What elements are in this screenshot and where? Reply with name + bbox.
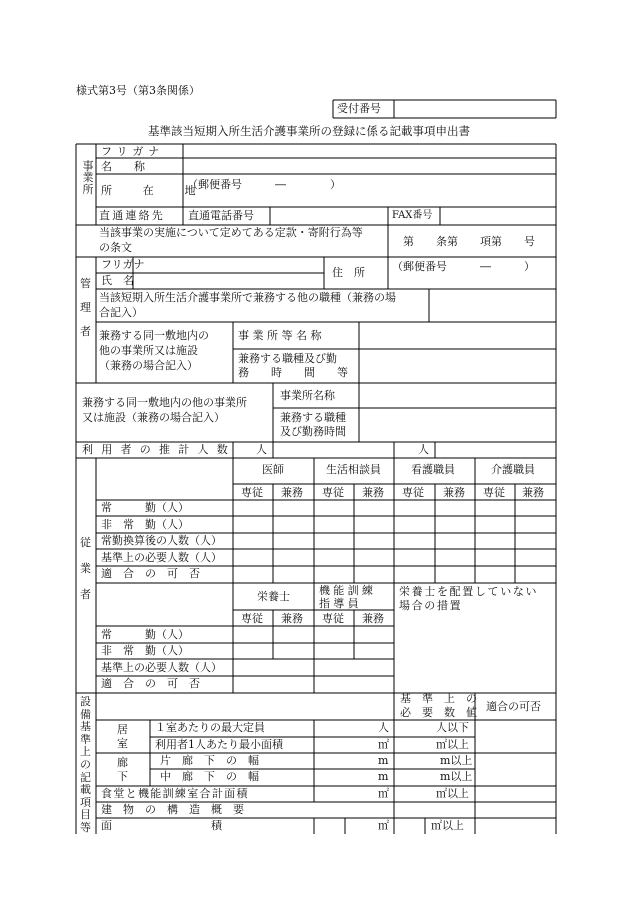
role-life-counselor: 生活相談員 — [326, 463, 381, 476]
corridor-middle-width-label: 中 廊 下 の 幅 — [160, 770, 259, 783]
staff-row-required: 基準上の必要人数（人） — [101, 551, 222, 564]
office-furigana-label: フリガナ — [101, 145, 165, 158]
manager-site-text-line2: 他の事業所又は施設 — [99, 344, 198, 357]
manager-other-duty-line2: 合記入） — [99, 306, 143, 319]
no-nutritionist-line1: 栄養士を配置していない — [399, 585, 539, 598]
section-label-facility: 設備基準上の記載項目等 — [80, 695, 91, 834]
nurse-concurrent-header: 兼務 — [443, 486, 465, 499]
role-rehab-line1: 機能訓練 — [319, 584, 377, 597]
room-min-area-label: 利用者1人あたり最小面積 — [155, 738, 283, 751]
same-site-text-line1: 兼務する同一敷地内の他の事業所 — [82, 396, 247, 409]
care-concurrent-header: 兼務 — [522, 486, 544, 499]
manager-site-duty-line1: 兼務する職種及び勤 — [238, 352, 337, 365]
staff2-row-suitability: 適 合 の 可 否 — [101, 677, 200, 690]
manager-site-office-name-label: 事 業 所 等 名 称 — [238, 329, 322, 342]
manager-site-duty-line2: 務 時 間 等 — [238, 366, 348, 379]
facility-room-label: 居室 — [117, 723, 128, 750]
facility-corridor-label: 廊下 — [117, 756, 128, 783]
facility-suitability-header: 適合の可否 — [486, 700, 541, 713]
dining-rehab-area-label: 食堂と機能訓練室合計面積 — [101, 787, 249, 800]
same-site-text-line2: 又は施設（兼務の場合記入） — [82, 411, 225, 424]
room-min-area-unit: ㎡ — [378, 738, 389, 751]
same-site-duty-line1: 兼務する職種 — [280, 411, 346, 424]
std-value-header-line1: 基 準 上 の — [400, 692, 477, 705]
section-label-staff: 従業者 — [80, 536, 91, 601]
office-phone-label: 直通電話番号 — [188, 209, 254, 222]
same-site-office-name-label: 事業所名称 — [280, 389, 335, 402]
staff2-row-parttime: 非 常 勤（人） — [101, 644, 189, 657]
receipt-number-field[interactable] — [395, 101, 555, 117]
users-estimate-label: 利用者の推計人数 — [82, 443, 236, 456]
articles-number: 第 条第 項第 号 — [403, 235, 535, 248]
staff2-row-fulltime: 常 勤（人） — [101, 628, 189, 641]
nurse-fulltime-header: 専従 — [402, 486, 424, 499]
users-unit-1: 人 — [256, 443, 267, 456]
staff-row-fulltime: 常 勤（人） — [101, 501, 189, 514]
counselor-concurrent-header: 兼務 — [362, 486, 384, 499]
articles-text-line2: の条文 — [99, 241, 132, 254]
office-postal-code: （郵便番号 ― ） — [187, 178, 341, 191]
no-nutritionist-line2: 場合の措置 — [399, 599, 463, 612]
office-address-label: 所 在 地 — [101, 184, 206, 197]
care-fulltime-header: 専従 — [483, 486, 505, 499]
nutritionist-fulltime-header: 専従 — [241, 612, 263, 625]
form-title: 基準該当短期入所生活介護事業所の登録に係る記載事項申出書 — [148, 124, 470, 138]
manager-site-text-line1: 兼務する同一敷地内の — [99, 329, 209, 342]
floor-area-unit: ㎡ — [378, 819, 389, 832]
corridor-side-width-std: m以上 — [440, 754, 473, 767]
building-structure-label: 建 物 の 構 造 概 要 — [101, 803, 244, 816]
same-site-duty-line2: 及び勤務時間 — [280, 425, 346, 438]
receipt-number-label: 受付番号 — [337, 102, 381, 115]
nutritionist-concurrent-header: 兼務 — [281, 612, 303, 625]
manager-furigana-label: フリガナ — [101, 258, 145, 271]
staff-row-converted: 常勤換算後の人数（人） — [101, 534, 222, 547]
corridor-side-width-unit: m — [378, 754, 389, 767]
manager-other-duty-line1: 当該短期入所生活介護事業所で兼務する他の職種（兼務の場 — [99, 291, 396, 304]
users-unit-2: 人 — [418, 443, 429, 456]
dining-rehab-area-unit: ㎡ — [378, 787, 389, 800]
role-nurse: 看護職員 — [411, 463, 455, 476]
office-name-label: 名 称 — [101, 160, 145, 173]
room-min-area-std: ㎡以上 — [436, 738, 469, 751]
rehab-concurrent-header: 兼務 — [362, 612, 384, 625]
manager-postal-code: （郵便番号 ― ） — [392, 260, 535, 273]
room-max-capacity-unit: 人 — [378, 721, 389, 734]
corridor-middle-width-std: m以上 — [440, 770, 473, 783]
manager-address-label: 住 所 — [332, 266, 365, 279]
room-max-capacity-label: １室あたりの最大定員 — [155, 721, 265, 734]
dining-rehab-area-std: ㎡以上 — [436, 787, 469, 800]
role-nutritionist: 栄養士 — [257, 590, 290, 603]
doctor-concurrent-header: 兼務 — [281, 486, 303, 499]
role-doctor: 医師 — [262, 463, 284, 476]
role-rehab-line2: 指導員 — [319, 597, 362, 610]
manager-name-label: 氏 名 — [101, 274, 134, 287]
rehab-fulltime-header: 専従 — [322, 612, 344, 625]
staff-row-suitability: 適 合 の 可 否 — [101, 567, 200, 580]
staff-row-parttime: 非 常 勤（人） — [101, 518, 189, 531]
role-care-worker: 介護職員 — [491, 463, 535, 476]
form-number: 様式第3号（第3条関係） — [76, 84, 200, 97]
doctor-fulltime-header: 専従 — [241, 486, 263, 499]
counselor-fulltime-header: 専従 — [322, 486, 344, 499]
std-value-header-line2: 必 要 数 値 — [400, 706, 477, 719]
manager-site-text-line3: （兼務の場合記入） — [99, 359, 198, 372]
office-fax-label: FAX番号 — [392, 210, 433, 221]
section-label-office: 事業所 — [81, 160, 94, 195]
room-max-capacity-std: 人以下 — [436, 721, 469, 734]
floor-area-std: ㎡以上 — [431, 819, 464, 832]
floor-area-label: 面 積 — [101, 819, 222, 832]
corridor-side-width-label: 片 廊 下 の 幅 — [160, 754, 259, 767]
corridor-middle-width-unit: m — [378, 770, 389, 783]
office-contact-label: 直通連絡先 — [99, 209, 165, 222]
articles-text-line1: 当該事業の実施について定めてある定款・寄附行為等 — [99, 226, 363, 239]
staff2-row-required: 基準上の必要人数（人） — [101, 661, 222, 674]
section-label-manager: 管理者 — [80, 277, 91, 338]
